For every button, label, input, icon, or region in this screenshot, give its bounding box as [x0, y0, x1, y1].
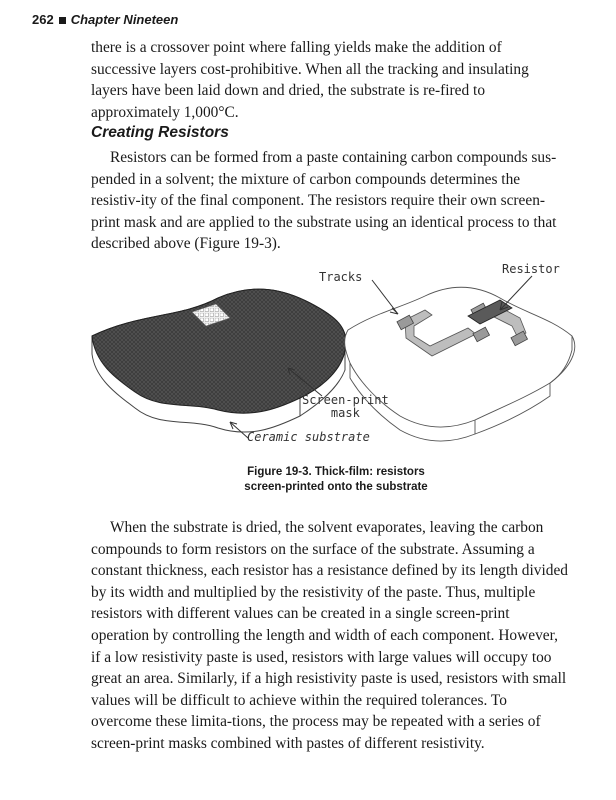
- label-screen-line1: Screen-print: [302, 393, 389, 407]
- page-number: 262: [32, 12, 54, 27]
- running-head: [32, 12, 178, 27]
- figure-caption: [160, 465, 512, 494]
- label-tracks: Tracks: [319, 270, 363, 284]
- figure-illustration: [80, 258, 580, 480]
- chapter-title: Chapter Nineteen: [70, 12, 179, 27]
- caption-line2: screen-printed onto the substrate: [244, 480, 428, 493]
- label-resistor: Resistor: [502, 262, 560, 276]
- section-heading: Creating Resistors: [91, 124, 229, 141]
- label-screen-line2: mask: [330, 406, 360, 420]
- paragraph-drying: When the substrate is dried, the solvent evaporates, leaving the carbon compounds to form resistors on the surface of the substrate. Assuming a constant thickness, each resistor has a resistance defined by its length divided by its width and multiplied by the resistivity of the paste. Thus, multiple resistors with different values can be created in a single screen-print operation by controlling the length and width of each component. However, if a low resistivity paste is used, resistors with large values will occupy too great an area. Similarly, if a high resistivity paste is used, resistors with small values will be difficult to achieve within the required tolerances. To overcome these limita-tions, the process may be repeated with a series of screen-print masks combined with pastes of different resistivity.: [91, 519, 568, 752]
- figure-19-3: [80, 258, 580, 480]
- paragraph-intro: there is a crossover point where falling yields make the addition of successive layers cost-prohibitive. When all the tracking and insulating layers have been laid down and dried, the substrate is re-fired to approximately 1,000°C.: [91, 39, 529, 121]
- paragraph-resistors: Resistors can be formed from a paste containing carbon compounds sus-pended in a solvent; the mixture of carbon compounds determines the resistiv-ity of the final component. The resistors require their own screen-print mask and are applied to the substrate using an identical process to that described above (Figure 19-3).: [91, 149, 557, 253]
- header-separator: [59, 17, 66, 24]
- label-ceramic-substrate: Ceramic substrate: [247, 430, 370, 444]
- caption-line1: Figure 19-3. Thick-film: resistors: [247, 466, 425, 478]
- label-screen-print-mask: [302, 394, 389, 420]
